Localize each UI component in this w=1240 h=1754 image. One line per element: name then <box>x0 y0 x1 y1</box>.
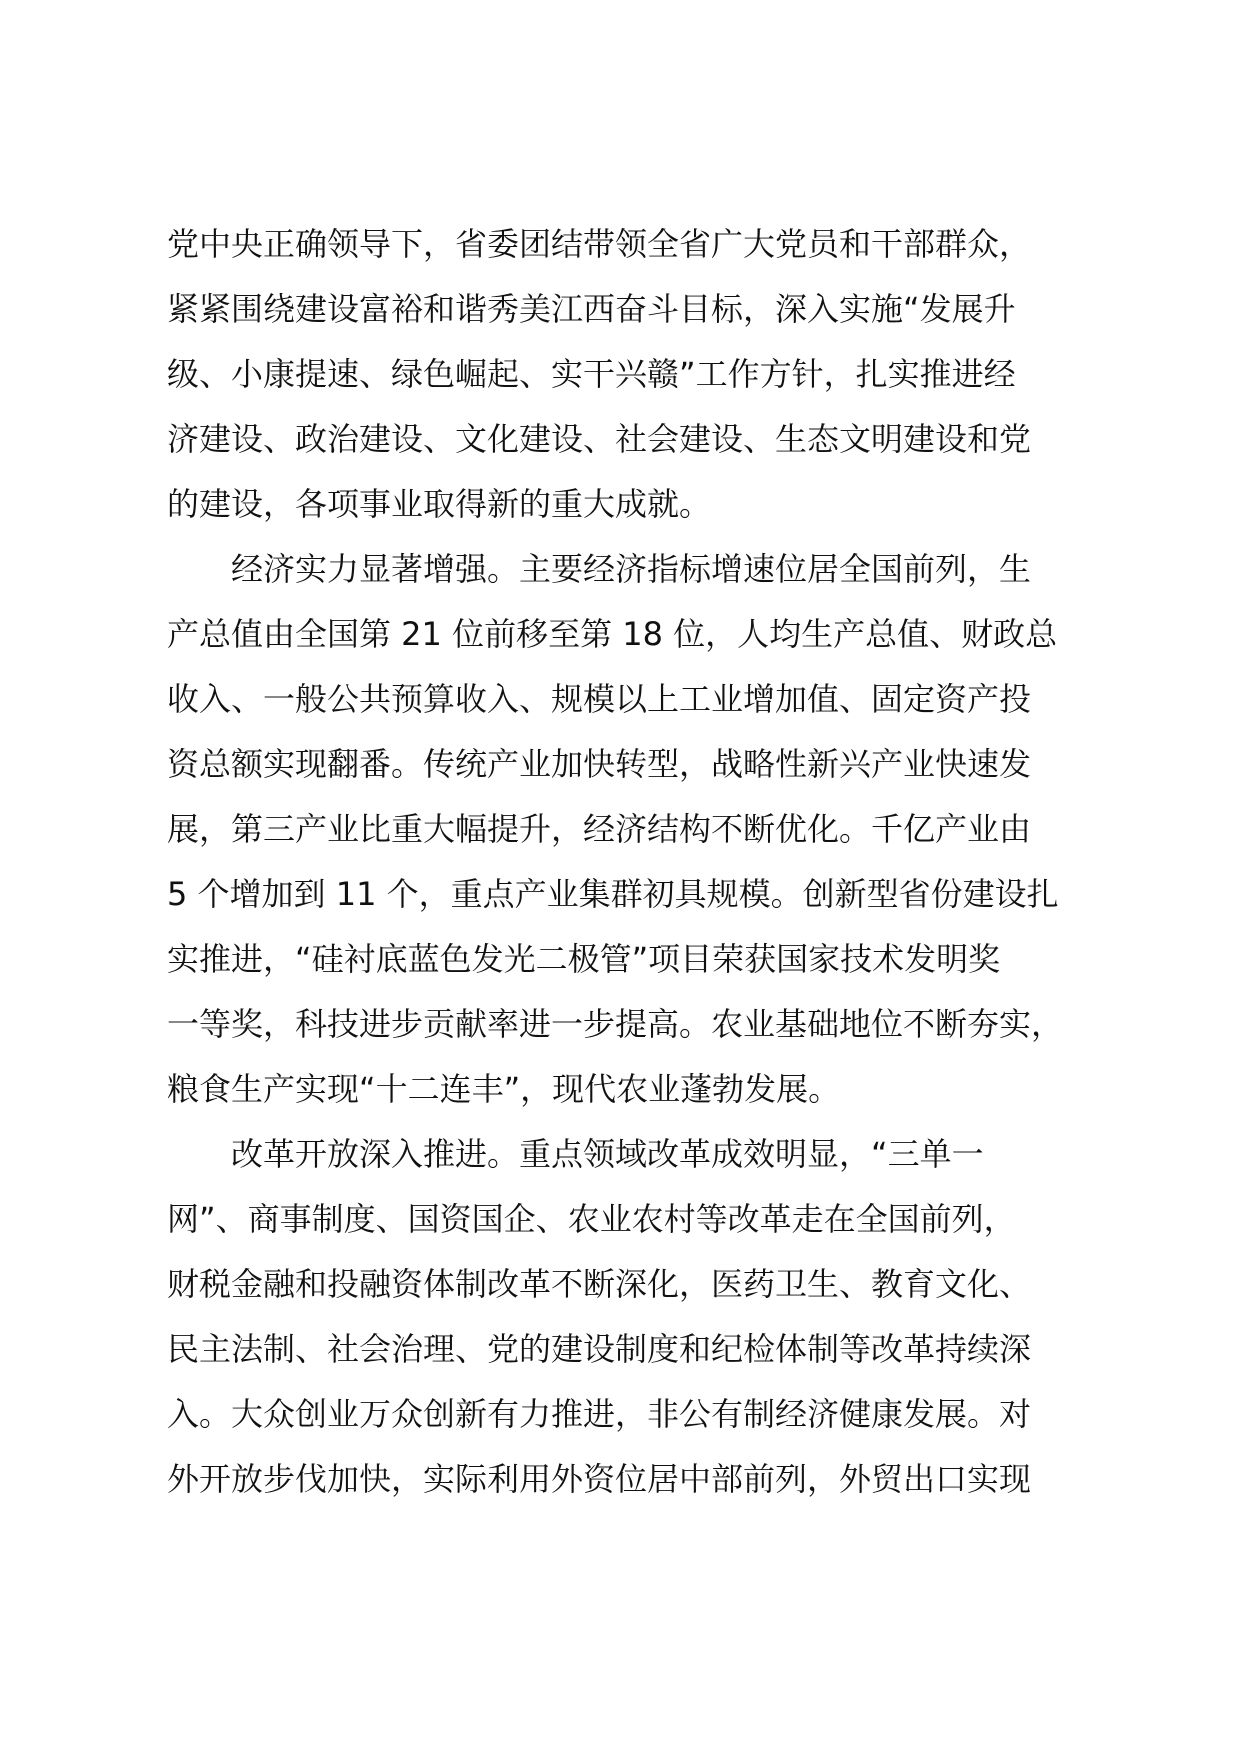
text-line: 展，第三产业比重大幅提升，经济结构不断优化。千亿产业由 <box>167 810 1032 848</box>
text-line: 紧紧围绕建设富裕和谐秀美江西奋斗目标，深入实施“发展升 <box>167 290 1016 328</box>
text-line: 5 个增加到 11 个，重点产业集群初具规模。创新型省份建设扎 <box>167 875 1059 913</box>
text-line: 的建设，各项事业取得新的重大成就。 <box>167 485 712 523</box>
text-line: 粮食生产实现“十二连丰”，现代农业蓬勃发展。 <box>167 1070 841 1108</box>
text-line: 级、小康提速、绿色崛起、实干兴赣”工作方针，扎实推进经 <box>167 355 1016 393</box>
text-line: 济建设、政治建设、文化建设、社会建设、生态文明建设和党 <box>167 420 1032 458</box>
text-line: 财税金融和投融资体制改革不断深化，医药卫生、教育文化、 <box>167 1265 1032 1303</box>
text-line: 产总值由全国第 21 位前移至第 18 位，人均生产总值、财政总 <box>167 615 1058 653</box>
text-line: 党中央正确领导下，省委团结带领全省广大党员和干部群众， <box>167 225 1032 263</box>
text-line: 民主法制、社会治理、党的建设制度和纪检体制等改革持续深 <box>167 1330 1032 1368</box>
text-line: 收入、一般公共预算收入、规模以上工业增加值、固定资产投 <box>167 680 1032 718</box>
text-line: 一等奖，科技进步贡献率进一步提高。农业基础地位不断夯实， <box>167 1005 1064 1043</box>
text-line: 外开放步伐加快，实际利用外资位居中部前列，外贸出口实现 <box>167 1460 1032 1498</box>
text-line: 网”、商事制度、国资国企、农业农村等改革走在全国前列， <box>167 1200 1016 1238</box>
text-line: 资总额实现翻番。传统产业加快转型，战略性新兴产业快速发 <box>167 745 1032 783</box>
paragraph-start-line: 经济实力显著增强。主要经济指标增速位居全国前列，生 <box>231 550 1032 588</box>
text-line: 实推进，“硅衬底蓝色发光二极管”项目荣获国家技术发明奖 <box>167 940 1001 978</box>
text-line: 入。大众创业万众创新有力推进，非公有制经济健康发展。对 <box>167 1395 1032 1433</box>
body-text <box>167 212 1097 1512</box>
paragraph-start-line: 改革开放深入推进。重点领域改革成效明显，“三单一 <box>231 1135 984 1173</box>
